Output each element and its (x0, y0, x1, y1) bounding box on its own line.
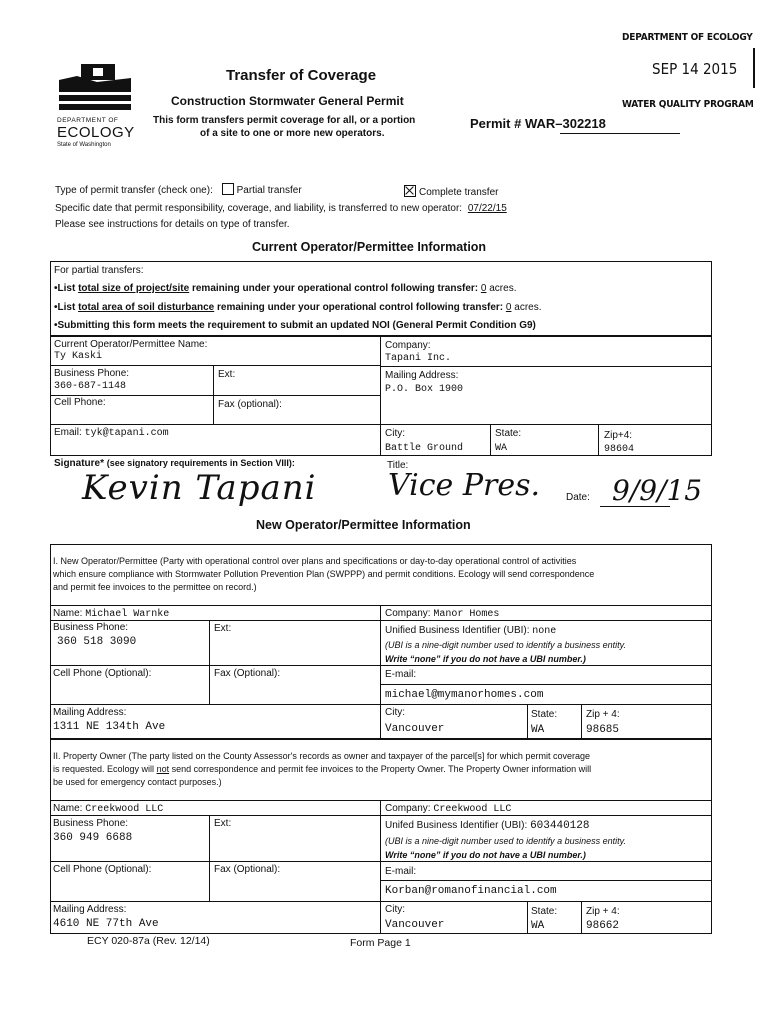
new-mailing-value[interactable]: 1311 NE 134th Ave (53, 721, 166, 733)
owner-name-value[interactable]: Creekwood LLC (85, 804, 164, 815)
owner-fax-label: Fax (Optional): (214, 864, 281, 875)
transfer-date-text: Specific date that permit responsibility, coverage, and liability, is transferred to new operator: (55, 203, 463, 214)
grid-vline (598, 424, 599, 456)
form-subtitle: Construction Stormwater General Permit (171, 94, 404, 108)
grid-hline (50, 424, 712, 425)
permit-underline (560, 133, 680, 134)
new-state-label: State: (531, 709, 558, 720)
new-phone-label: Business Phone: (53, 622, 129, 633)
current-state-value[interactable]: WA (495, 443, 508, 454)
partial-bullet-1 (54, 283, 516, 295)
owner-phone-label: Business Phone: (53, 818, 129, 829)
current-city-value[interactable]: Battle Ground (385, 443, 464, 454)
ecology-logo-icon (57, 62, 131, 114)
grid-vline (209, 620, 210, 704)
new-ubi-note-1: (UBI is a nine-digit number used to identify a business entity. (385, 640, 626, 650)
bullet2-underlined: total area of soil disturbance (78, 302, 215, 313)
owner-ubi-note-2: Write “none” if you do not have a UBI number.) (385, 850, 586, 860)
current-company-label: Company: (385, 340, 431, 351)
permit-label: Permit # (470, 116, 522, 131)
new-ubi-value[interactable]: none (532, 626, 557, 637)
grid-vline (527, 704, 528, 739)
bullet2-post: remaining under your operational control following transfer: (214, 302, 504, 313)
new-zip-label: Zip + 4: (586, 709, 620, 720)
current-email-label: Email: (54, 427, 82, 438)
program-name: WATER QUALITY PROGRAM (622, 99, 754, 110)
owner-name-label: Name: (53, 803, 83, 814)
ecology-logo (57, 62, 131, 114)
owner-phone-value[interactable]: 360 949 6688 (53, 832, 133, 844)
bullet1-value: 0 (480, 283, 487, 294)
owner-intro-2a: is requested. Ecology will (53, 764, 157, 774)
owner-email-value[interactable]: Korban@romanofinancial.com (385, 885, 557, 897)
current-phone-value[interactable]: 360-687-1148 (54, 381, 127, 392)
new-company-row (385, 608, 499, 620)
owner-state-label: State: (531, 906, 558, 917)
signature-label: Signature* (54, 458, 105, 469)
form-title: Transfer of Coverage (226, 67, 377, 84)
current-city-label: City: (385, 428, 405, 439)
agency-name: DEPARTMENT OF ECOLOGY (622, 32, 753, 43)
logo-dept: DEPARTMENT OF (57, 117, 119, 124)
grid-hline (50, 620, 712, 621)
complete-transfer-checkbox[interactable] (404, 185, 416, 197)
new-cell-label: Cell Phone (Optional): (53, 668, 152, 679)
current-mailing-label: Mailing Address: (385, 370, 459, 381)
grid-hline (380, 684, 712, 685)
page-number: Form Page 1 (350, 937, 411, 949)
received-stamp-date: SEP 14 2015 (652, 60, 738, 78)
new-intro-1: I. New Operator/Permittee (Party with operational control over plans and specifications or day-to-day operational control of activities (53, 556, 577, 566)
grid-hline (380, 366, 712, 367)
form-description-1: This form transfers permit coverage for all, or a portion (153, 115, 416, 126)
owner-intro-2 (53, 764, 591, 775)
owner-intro-1: II. Property Owner (The party listed on the County Assessor's records as owner and taxpayer of the parcel[s] for which permit coverage (53, 751, 590, 761)
signature-note: (see signatory requirements in Section VIII): (106, 458, 295, 468)
owner-ubi-note-1: (UBI is a nine-digit number used to identify a business entity. (385, 836, 626, 846)
stamp-bar (753, 48, 755, 88)
sign-date-label: Date: (566, 492, 590, 503)
grid-vline (213, 365, 214, 424)
partial-transfer-checkbox[interactable] (222, 183, 234, 195)
grid-vline (380, 336, 381, 456)
grid-hline (50, 800, 712, 801)
bullet1-underlined: total size of project/site (78, 283, 190, 294)
new-ext-label: Ext: (214, 623, 232, 634)
partial-transfer-label: Partial transfer (236, 185, 302, 196)
grid-hline (50, 395, 380, 396)
grid-vline (527, 901, 528, 934)
owner-intro-2b: send correspondence and permit fee invoices to the Property Owner. The Property Owner information will (169, 764, 592, 774)
grid-vline (380, 800, 381, 934)
current-name-value[interactable]: Ty Kaski (54, 351, 103, 362)
owner-ext-label: Ext: (214, 818, 232, 829)
new-name-row (53, 608, 169, 620)
owner-mailing-value[interactable]: 4610 NE 77th Ave (53, 918, 159, 930)
owner-intro-3: be used for emergency contact purposes.) (53, 777, 222, 787)
transfer-date-value: 07/22/15 (467, 203, 507, 214)
new-ubi-note-2: Write “none” if you do not have a UBI number.) (385, 654, 586, 664)
grid-vline (209, 815, 210, 901)
partial-bullet-2 (54, 302, 542, 314)
bullet2-pre: •List (54, 302, 79, 313)
new-company-value[interactable]: Manor Homes (433, 609, 500, 620)
grid-hline (380, 880, 712, 881)
current-phone-label: Business Phone: (54, 368, 130, 379)
owner-city-value[interactable]: Vancouver (385, 919, 445, 931)
grid-hline (50, 665, 712, 666)
current-section-title: Current Operator/Permittee Information (252, 240, 487, 254)
owner-company-value[interactable]: Creekwood LLC (433, 804, 512, 815)
transfer-type-row (55, 183, 302, 197)
current-mailing-value[interactable]: P.O. Box 1900 (385, 384, 464, 395)
partial-bullet-3: •Submitting this form meets the requirement to submit an updated NOI (General Permit Condition G9) (54, 320, 536, 331)
current-ext-label: Ext: (218, 369, 236, 380)
owner-city-label: City: (385, 904, 405, 915)
title-label: Title: (387, 460, 409, 471)
owner-name-row (53, 803, 163, 815)
owner-state-value[interactable]: WA (531, 920, 545, 932)
new-name-value[interactable]: Michael Warnke (85, 609, 170, 620)
grid-hline (50, 901, 712, 902)
new-ubi-row (385, 625, 556, 637)
owner-ubi-row (385, 820, 589, 832)
grid-hline (50, 605, 712, 606)
owner-email-label: E-mail: (385, 866, 417, 877)
title-value[interactable]: Vice Pres. (388, 468, 541, 503)
form-id: ECY 020-87a (Rev. 12/14) (87, 935, 210, 947)
bullet2-value: 0 (505, 302, 512, 313)
permit-value: WAR–302218 (524, 116, 606, 131)
current-cell-label: Cell Phone: (54, 397, 106, 408)
current-fax-label: Fax (optional): (218, 399, 282, 410)
grid-hline (50, 365, 380, 366)
grid-hline (50, 815, 712, 816)
current-name-label: Current Operator/Permittee Name: (54, 339, 208, 350)
owner-ubi-label: Unifed Business Identifier (UBI): (385, 820, 528, 831)
new-state-value[interactable]: WA (531, 724, 545, 736)
sign-date-value[interactable]: 9/9/15 (612, 474, 703, 507)
grid-hline (50, 704, 712, 705)
grid-vline (380, 605, 381, 739)
complete-transfer-label: Complete transfer (419, 187, 499, 198)
bullet1-unit: acres. (489, 283, 517, 294)
new-mailing-label: Mailing Address: (53, 707, 127, 718)
bullet1-post: remaining under your operational control following transfer: (189, 283, 479, 294)
logo-name: ECOLOGY (57, 124, 135, 141)
new-email-label: E-mail: (385, 669, 417, 680)
owner-company-label: Company: (385, 803, 431, 814)
new-city-value[interactable]: Vancouver (385, 723, 445, 735)
permit-number (470, 116, 606, 131)
current-zip-label: Zip+4: (604, 430, 633, 441)
owner-ubi-value[interactable]: 603440128 (530, 820, 590, 832)
transfer-instructions: Please see instructions for details on type of transfer. (55, 219, 290, 230)
logo-state: State of Washington (57, 142, 111, 148)
new-company-label: Company: (385, 608, 431, 619)
owner-zip-label: Zip + 4: (586, 906, 620, 917)
bullet1-pre: •List (54, 283, 79, 294)
complete-transfer-row (404, 185, 498, 199)
current-email-value[interactable]: tyk@tapani.com (84, 428, 169, 439)
date-underline (600, 506, 670, 507)
current-email-row (54, 427, 169, 439)
current-zip-value[interactable]: 98604 (604, 444, 635, 455)
new-phone-value[interactable]: 360 518 3090 (57, 636, 137, 648)
grid-vline (581, 901, 582, 934)
new-email-value[interactable]: michael@mymanorhomes.com (385, 689, 544, 701)
owner-zip-value[interactable]: 98662 (586, 920, 620, 932)
grid-vline (581, 704, 582, 739)
owner-company-row (385, 803, 511, 815)
new-intro-2: which ensure compliance with Stormwater Pollution Prevention Plan (SWPPP) and permit conditions. Ecology will send correspondence (53, 569, 595, 579)
grid-hline (50, 861, 712, 862)
owner-cell-label: Cell Phone (Optional): (53, 864, 152, 875)
grid-vline (490, 424, 491, 456)
current-state-label: State: (495, 428, 522, 439)
transfer-date-row (55, 203, 507, 215)
owner-mailing-label: Mailing Address: (53, 904, 127, 915)
new-ubi-label: Unified Business Identifier (UBI): (385, 625, 530, 636)
new-section-title: New Operator/Permittee Information (256, 518, 471, 532)
partial-heading: For partial transfers: (54, 265, 144, 276)
current-company-value[interactable]: Tapani Inc. (385, 353, 452, 364)
new-name-label: Name: (53, 608, 83, 619)
form-description-2: of a site to one or more new operators. (200, 128, 385, 139)
new-intro-3: and permit fee invoices to the permittee on record.) (53, 582, 257, 592)
owner-intro-2-not: not (156, 764, 170, 774)
new-zip-value[interactable]: 98685 (586, 724, 620, 736)
bullet2-unit: acres. (514, 302, 542, 313)
new-fax-label: Fax (Optional): (214, 668, 281, 679)
transfer-type-label: Type of permit transfer (check one): (55, 185, 213, 196)
new-city-label: City: (385, 707, 405, 718)
signature-value[interactable]: Kevin Tapani (82, 468, 317, 508)
